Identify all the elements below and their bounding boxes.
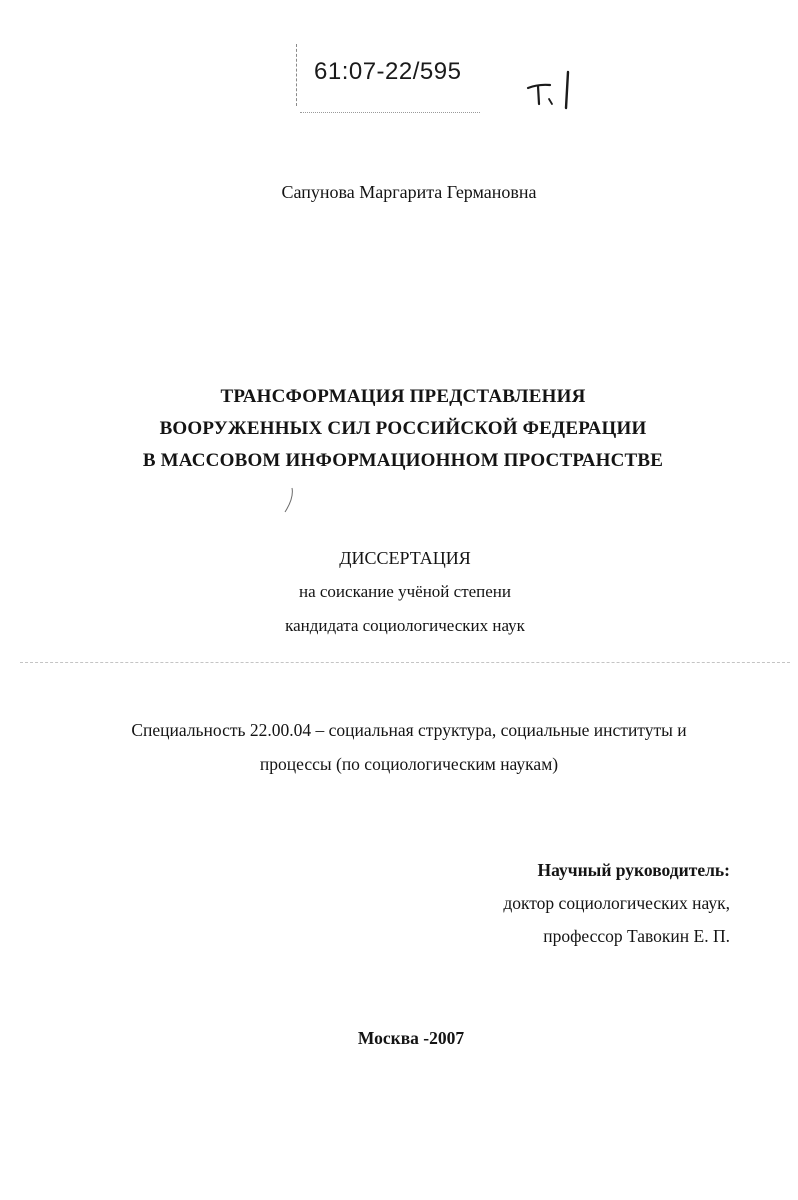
work-type-label: ДИССЕРТАЦИЯ	[339, 548, 471, 568]
specialty-line-1: Специальность 22.00.04 – социальная структура, социальные институты и	[131, 720, 687, 740]
work-type-line-2: кандидата социологических наук	[285, 616, 525, 635]
work-type-line-1: на соискание учёной степени	[298, 582, 512, 601]
specialty-line-2: процессы (по социологическим наукам)	[259, 754, 559, 774]
advisor-name: профессор Тавокин Е. П.	[543, 926, 730, 946]
city-year: Москва -2007	[357, 1028, 465, 1048]
title-line-2: ВООРУЖЕННЫХ СИЛ РОССИЙСКОЙ ФЕДЕРАЦИИ	[159, 418, 647, 439]
pen-stroke-mark	[282, 486, 296, 514]
stamp-border-bottom	[300, 112, 480, 114]
stamp-number: 61:07-22/595	[314, 58, 462, 85]
author-name: Сапунова Маргарита Германовна	[281, 182, 537, 202]
title-line-1: ТРАНСФОРМАЦИЯ ПРЕДСТАВЛЕНИЯ	[220, 386, 586, 407]
title-line-3: В МАССОВОМ ИНФОРМАЦИОННОМ ПРОСТРАНСТВЕ	[142, 450, 664, 471]
handwritten-volume-mark	[522, 68, 582, 112]
advisor-label: Научный руководитель:	[537, 860, 730, 880]
stamp-border-left	[296, 44, 299, 106]
scan-artifact-line	[20, 662, 790, 664]
advisor-degree: доктор социологических наук,	[503, 893, 730, 913]
